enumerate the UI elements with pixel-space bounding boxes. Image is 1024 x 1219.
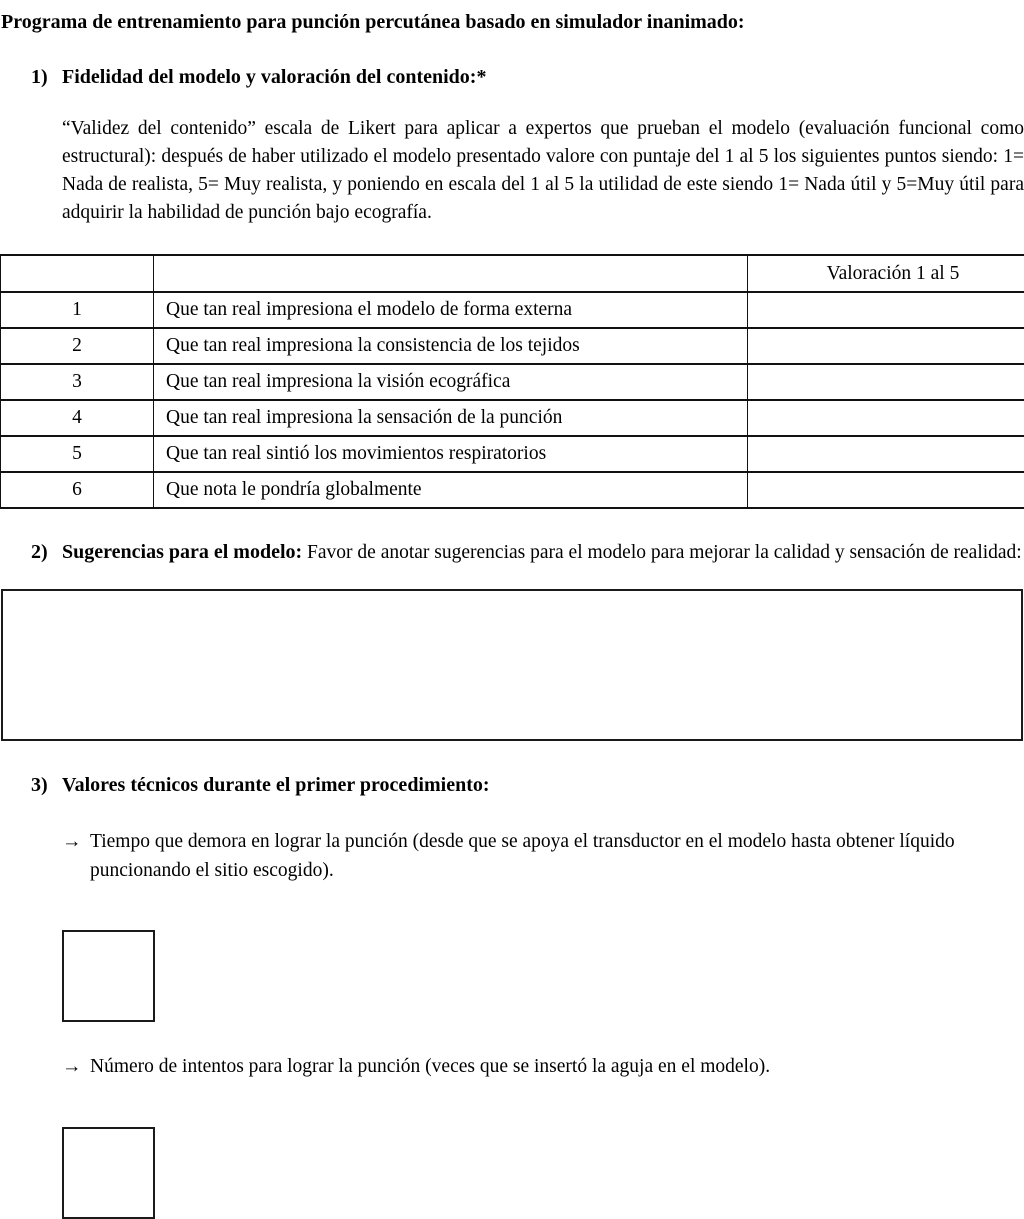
section3-heading [31,773,1024,797]
row-number: 4 [1,400,154,436]
section2-heading [31,539,1024,566]
attempts-answer-box[interactable] [62,1127,155,1219]
right-arrow-icon: → [62,1052,90,1081]
row-item-text: Que tan real impresiona la visión ecográfica [154,364,748,400]
header-cell-number [1,255,154,292]
time-answer-box[interactable] [62,930,155,1022]
section1-heading-text: Fidelidad del modelo y valoración del contenido:* [62,65,486,89]
table-row [1,328,1024,364]
row-number: 1 [1,292,154,328]
technical-item-attempts-text: Número de intentos para lograr la punción (veces que se insertó la aguja en el modelo). [90,1052,1024,1081]
table-row [1,436,1024,472]
likert-rating-table [0,254,1024,509]
row-item-text: Que nota le pondría globalmente [154,472,748,508]
right-arrow-icon: → [62,827,90,885]
header-cell-item [154,255,748,292]
section1-heading [31,65,1024,89]
row-number: 3 [1,364,154,400]
technical-item-time [62,827,1024,885]
table-row [1,364,1024,400]
section3-number: 3) [31,773,62,797]
rating-cell[interactable] [748,292,1024,328]
document-title: Programa de entrenamiento para punción percutánea basado en simulador inanimado: [0,0,1024,35]
rating-cell[interactable] [748,436,1024,472]
row-number: 6 [1,472,154,508]
row-number: 5 [1,436,154,472]
row-item-text: Que tan real sintió los movimientos respiratorios [154,436,748,472]
table-row [1,472,1024,508]
row-item-text: Que tan real impresiona la sensación de la punción [154,400,748,436]
table-row [1,400,1024,436]
rating-cell[interactable] [748,472,1024,508]
section2-heading-rest: Favor de anotar sugerencias para el modelo para mejorar la calidad y sensación de realidad: [302,542,1022,563]
rating-cell[interactable] [748,400,1024,436]
section2-heading-bold: Sugerencias para el modelo: [62,541,302,563]
row-item-text: Que tan real impresiona la consistencia de los tejidos [154,328,748,364]
technical-item-attempts [62,1052,1024,1081]
header-cell-valoracion: Valoración 1 al 5 [748,255,1024,292]
section3-heading-text: Valores técnicos durante el primer procedimiento: [62,773,490,797]
technical-item-time-text: Tiempo que demora en lograr la punción (desde que se apoya el transductor en el modelo hasta obtener líquido puncionando el sitio escogido). [90,827,1024,885]
table-row [1,292,1024,328]
rating-cell[interactable] [748,328,1024,364]
section1-number: 1) [31,65,62,89]
table-header-row [1,255,1024,292]
section2-number: 2) [31,539,62,566]
rating-cell[interactable] [748,364,1024,400]
section1-instructions: “Validez del contenido” escala de Likert para aplicar a expertos que prueban el modelo (evaluación funcional como estructural): después de haber utilizado el modelo presentado valore con puntaje del 1 al 5 los siguientes puntos siendo: 1= Nada de realista, 5= Muy realista, y poniendo en escala del 1 al 5 la utilidad de este siendo 1= Nada útil y 5=Muy útil para adquirir la habilidad de punción bajo ecografía. [62,115,1024,227]
row-item-text: Que tan real impresiona el modelo de forma externa [154,292,748,328]
row-number: 2 [1,328,154,364]
suggestions-textbox[interactable] [1,589,1023,741]
